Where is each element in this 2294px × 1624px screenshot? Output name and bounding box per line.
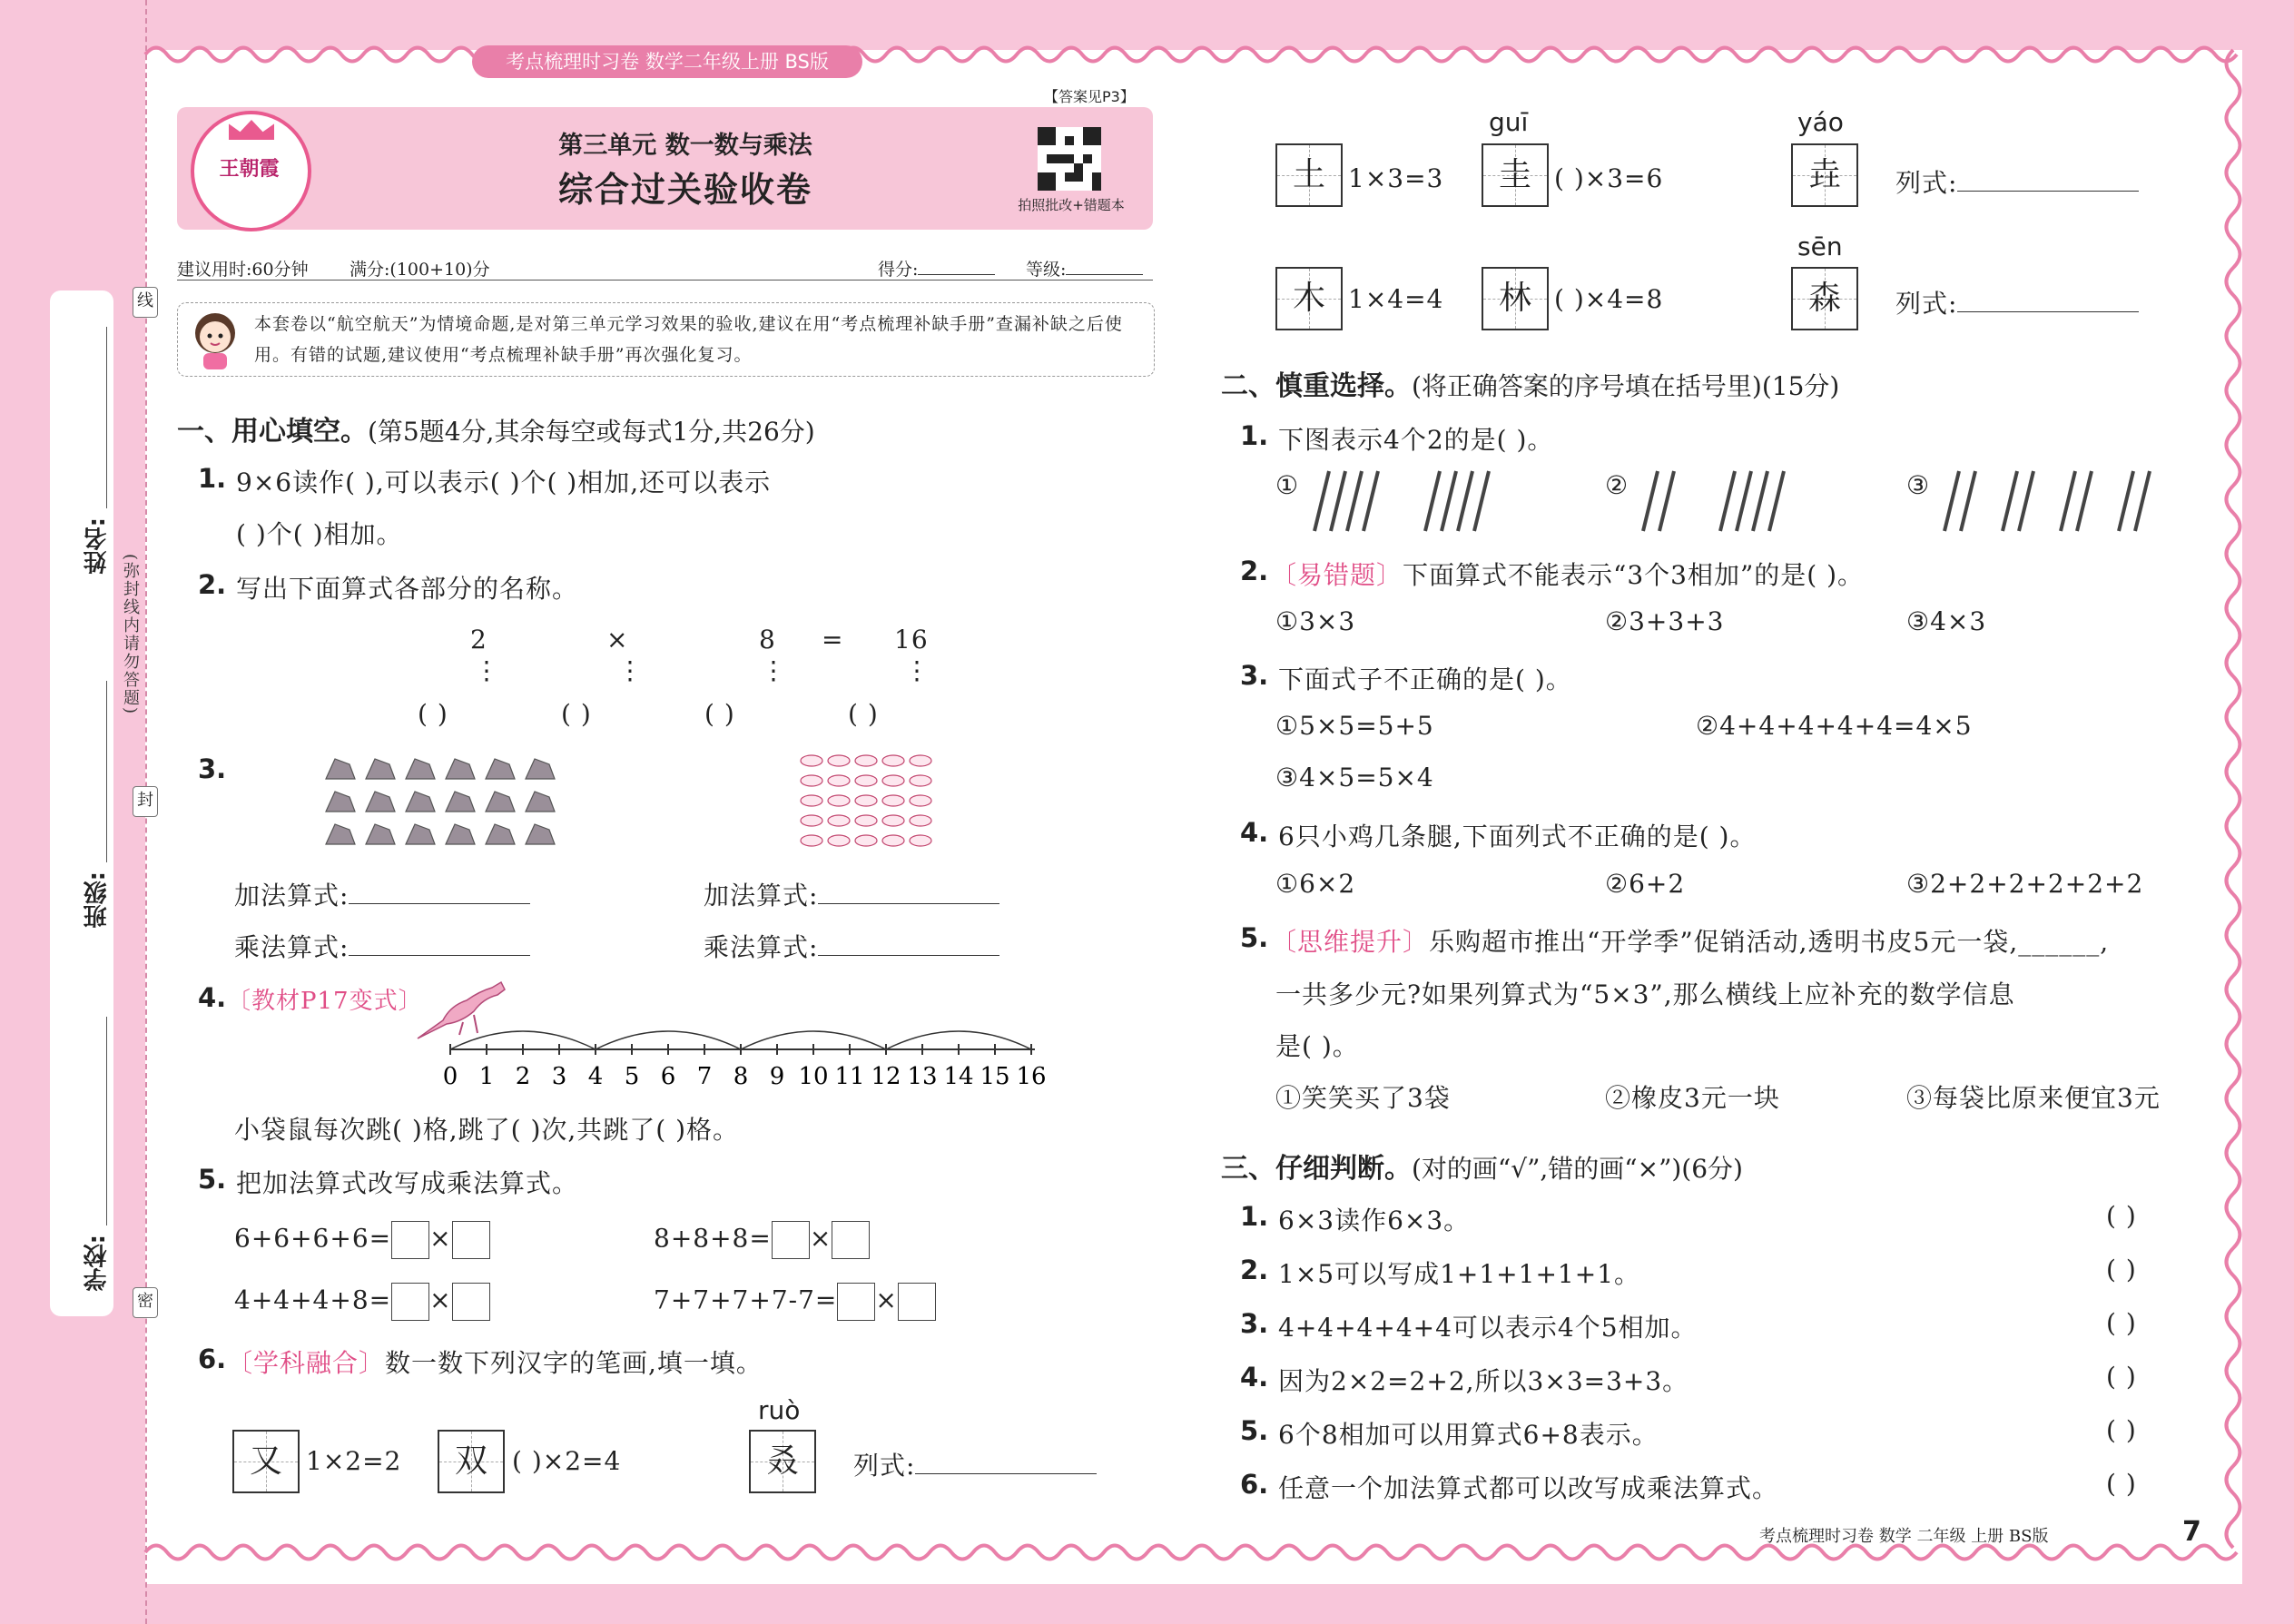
p3-item-text: 6个8相加可以用算式6+8表示。 [1278, 1420, 1659, 1450]
footer-series: 考点梳理时习卷 数学 二年级 上册 BS版 [1759, 1527, 2049, 1546]
p2-q1-number: 1. [1240, 420, 1269, 451]
p2-q5-opt3[interactable]: ③每袋比原来便宜3元 [1906, 1083, 2161, 1113]
p2-q4-opt2[interactable]: ②6+2 [1605, 869, 1686, 899]
right-wavy-border [2215, 50, 2251, 1557]
q2-dots: ⋮ [761, 655, 787, 685]
p2-q3-text[interactable]: 下面式子不正确的是( )。 [1278, 664, 1572, 694]
score-label: 得分: [878, 256, 995, 281]
q1-text-a[interactable]: 9×6读作( ),可以表示( )个( )相加,还可以表示 [236, 468, 772, 497]
p3-item-text: 1×5可以写成1+1+1+1+1。 [1278, 1259, 1641, 1289]
q3-mul-left: 乘法算式: [234, 928, 530, 964]
p2-q3-opt2[interactable]: ②4+4+4+4+4=4×5 [1696, 711, 1973, 741]
p2-q2-text[interactable]: 〔易错题〕下面算式不能表示“3个3相加”的是( )。 [1271, 560, 1865, 590]
series-pill: 考点梳理时习卷 数学二年级上册 BS版 [472, 45, 862, 78]
q2-blank-4[interactable]: ( ) [848, 699, 879, 729]
q5-expr-a: 6+6+6+6= × [234, 1221, 490, 1259]
p2-q5-blank[interactable]: ______, [2018, 927, 2110, 957]
p2-q1-text[interactable]: 下图表示4个2的是( )。 [1278, 425, 1554, 455]
p3-item-text: 任意一个加法算式都可以改写成乘法算式。 [1278, 1473, 1779, 1503]
number-line-tick-label: 7 [696, 1063, 713, 1090]
p2-q5-opt1[interactable]: ①笑笑买了3袋 [1275, 1083, 1451, 1113]
q3-add-right: 加法算式: [704, 876, 999, 912]
p3-item-number: 2. [1240, 1255, 1269, 1285]
q2-term-product: 16 [894, 625, 929, 655]
expr-tu: 1×3=3 [1348, 163, 1444, 193]
formula-yao: 列式: [1895, 163, 2139, 200]
number-line-tick-label: 13 [907, 1063, 938, 1090]
p2-q1-opt2[interactable]: ② [1605, 470, 1629, 500]
q5-expr-b: 8+8+8= × [654, 1221, 870, 1259]
q5-c-box1[interactable] [391, 1283, 429, 1321]
p3-item-number: 3. [1240, 1308, 1269, 1339]
expr-you: 1×2=2 [306, 1446, 402, 1476]
p2-q2-opt3[interactable]: ③4×3 [1906, 606, 1987, 636]
p3-item-text: 6×3读作6×3。 [1278, 1206, 1471, 1235]
q2-text: 写出下面算式各部分的名称。 [236, 574, 579, 604]
class-label: 班级: [84, 871, 111, 929]
p2-q3-opt1[interactable]: ①5×5=5+5 [1275, 711, 1434, 741]
p2-q4-opt1[interactable]: ①6×2 [1275, 869, 1356, 899]
q5-a-box1[interactable] [391, 1221, 429, 1259]
grade-label: 等级: [1026, 256, 1143, 281]
q3-rock-group-image [322, 752, 563, 851]
expr-lin[interactable]: ( )×4=8 [1554, 284, 1664, 314]
expr-mu: 1×4=4 [1348, 284, 1444, 314]
char-shuang: 双 [438, 1430, 505, 1493]
q2-term-factor1: 2 [470, 625, 487, 655]
q4-number-line [442, 1008, 1047, 1090]
number-line-tick-label: 10 [798, 1063, 829, 1090]
q5-d-box1[interactable] [837, 1283, 875, 1321]
p3-answer-paren[interactable]: ( ) [2106, 1415, 2137, 1445]
p3-answer-paren[interactable]: ( ) [2106, 1201, 2137, 1231]
part1-title: 一、用心填空。(第5题4分,其余每空或每式1分,共26分) [177, 416, 815, 448]
p2-q2-number: 2. [1240, 556, 1269, 586]
formula-ruo-field[interactable] [915, 1450, 1097, 1474]
q3-mul-right: 乘法算式: [704, 928, 999, 964]
p3-item-number: 4. [1240, 1362, 1269, 1393]
class-field[interactable] [106, 681, 107, 862]
q1-number: 1. [198, 463, 227, 494]
brand-logo [191, 111, 311, 231]
number-line-tick-label: 5 [624, 1063, 640, 1090]
pinyin-gui: guī [1489, 107, 1529, 137]
q4-tag: 〔教材P17变式〕 [227, 988, 423, 1015]
char-ruo: 叒 [749, 1430, 816, 1493]
q3-cloud-group-image [799, 752, 935, 851]
number-line-tick-label: 1 [478, 1063, 495, 1090]
binding-strip [50, 290, 113, 1316]
logo-text: 王朝霞 [219, 157, 280, 181]
p2-q4-text[interactable]: 6只小鸡几条腿,下面列式不正确的是( )。 [1278, 822, 1757, 851]
pinyin-ruo: ruò [758, 1395, 801, 1425]
q5-b-box2[interactable] [832, 1221, 870, 1259]
p2-q4-opt3[interactable]: ③2+2+2+2+2+2 [1906, 869, 2144, 899]
q1-text-b[interactable]: ( )个( )相加。 [236, 519, 403, 549]
q2-term-factor2: 8 [759, 625, 776, 655]
formula-ruo: 列式: [853, 1446, 1097, 1482]
sticks-group-icon [1416, 468, 1498, 536]
p3-answer-paren[interactable]: ( ) [2106, 1469, 2137, 1499]
expr-shuang[interactable]: ( )×2=4 [512, 1446, 622, 1476]
p3-answer-paren[interactable]: ( ) [2106, 1362, 2137, 1392]
suggested-time: 建议用时:60分钟 [177, 260, 309, 280]
p3-item-text: 因为2×2=2+2,所以3×3=3+3。 [1278, 1366, 1689, 1396]
q3-mul-left-field[interactable] [349, 931, 530, 956]
number-line-tick-label: 15 [980, 1063, 1010, 1090]
p2-q2-opt2[interactable]: ②3+3+3 [1605, 606, 1725, 636]
p3-item-text: 4+4+4+4+4可以表示4个5相加。 [1278, 1313, 1698, 1343]
sticks-pair-icon [2052, 468, 2106, 536]
p2-q3-opt3[interactable]: ③4×5=5×4 [1275, 763, 1434, 792]
number-line-tick-label: 3 [551, 1063, 567, 1090]
q2-blank-1[interactable]: ( ) [418, 699, 448, 729]
p3-answer-paren[interactable]: ( ) [2106, 1255, 2137, 1284]
expr-gui[interactable]: ( )×3=6 [1554, 163, 1664, 193]
q5-number: 5. [198, 1164, 227, 1195]
number-line-tick-label: 0 [442, 1063, 458, 1090]
q5-expr-c: 4+4+4+8= × [234, 1283, 490, 1321]
notice-text: 本套卷以“航空航天”为情境命题,是对第三单元学习效果的验收,建议在用“考点梳理补缺手册”查漏补缺之后使用。有错的试题,建议使用“考点梳理补缺手册”再次强化复习。 [254, 314, 1123, 365]
p2-q2-opt1[interactable]: ①3×3 [1275, 606, 1356, 636]
number-line-tick-label: 16 [1016, 1063, 1047, 1090]
p3-answer-paren[interactable]: ( ) [2106, 1308, 2137, 1338]
q4-number: 4. [198, 982, 227, 1013]
q5-a-box2[interactable] [452, 1221, 490, 1259]
score-field[interactable] [918, 258, 995, 275]
p3-item-number: 5. [1240, 1415, 1269, 1446]
p2-q1-opt3[interactable]: ③ [1906, 470, 1931, 500]
q2-blank-3[interactable]: ( ) [704, 699, 735, 729]
q5-text: 把加法算式改写成乘法算式。 [236, 1168, 579, 1198]
number-line-tick-label: 4 [587, 1063, 604, 1090]
p2-q1-opt1[interactable]: ① [1275, 470, 1300, 500]
number-line-tick-label: 6 [660, 1063, 676, 1090]
q3-add-left-field[interactable] [349, 880, 530, 904]
crown-icon [229, 120, 274, 140]
header-divider [177, 280, 1153, 281]
grade-field[interactable] [1066, 258, 1143, 275]
q5-expr-d: 7+7+7+7-7= × [654, 1283, 936, 1321]
school-field[interactable] [106, 1017, 107, 1225]
sticks-pair-icon [1634, 468, 1689, 536]
sticks-group-icon [1305, 468, 1387, 536]
q2-number: 2. [198, 569, 227, 600]
page-title: 综合过关验收卷 [557, 170, 812, 210]
q2-term-times: × [606, 625, 629, 655]
seal-warning: (弥封线内请勿答题) [121, 554, 140, 716]
seal-char-seal: 封 [133, 786, 158, 817]
girl-avatar-icon [187, 306, 243, 371]
p2-q5-text-b: 一共多少元?如果列算式为“5×3”,那么横线上应补充的数学信息 [1275, 979, 2015, 1009]
p2-q3-number: 3. [1240, 660, 1269, 691]
number-line-tick-label: 14 [943, 1063, 974, 1090]
q2-term-equals: = [822, 625, 844, 655]
top-wavy-border [145, 41, 2242, 68]
p2-q5-text-a: 〔思维提升〕乐购超市推出“开学季”促销活动,透明书皮5元一袋,______, [1271, 927, 2110, 957]
pinyin-sen: sēn [1797, 231, 1843, 261]
answer-reference: 【答案见P3】 [1044, 88, 1135, 105]
char-gui: 圭 [1482, 143, 1549, 207]
sticks-pair-icon [2110, 468, 2164, 536]
unit-title: 第三单元 数一数与乘法 [558, 132, 812, 160]
p3-item-number: 1. [1240, 1201, 1269, 1232]
char-mu: 木 [1275, 267, 1343, 330]
sticks-pair-icon [1994, 468, 2048, 536]
number-line-tick-label: 8 [733, 1063, 749, 1090]
formula-sen-field[interactable] [1957, 288, 2139, 312]
formula-yao-field[interactable] [1957, 167, 2139, 192]
number-line-tick-label: 2 [515, 1063, 531, 1090]
qr-code-icon[interactable] [1038, 127, 1101, 191]
q4-text[interactable]: 小袋鼠每次跳( )格,跳了( )次,共跳了( )格。 [234, 1115, 740, 1145]
q2-dots: ⋮ [617, 655, 644, 685]
name-label: 姓名: [84, 517, 111, 575]
name-field[interactable] [106, 327, 107, 508]
q3-add-left: 加法算式: [234, 876, 530, 912]
q6-text: 〔学科融合〕数一数下列汉字的笔画,填一填。 [227, 1348, 763, 1378]
char-yao: 垚 [1791, 143, 1858, 207]
formula-sen: 列式: [1895, 284, 2139, 320]
number-line-tick-label: 12 [871, 1063, 901, 1090]
number-line-tick-label: 9 [769, 1063, 785, 1090]
q5-d-box2[interactable] [898, 1283, 936, 1321]
part2-title: 二、慎重选择。(将正确答案的序号填在括号里)(15分) [1221, 370, 1840, 402]
char-tu: 土 [1275, 143, 1343, 207]
page-number: 7 [2182, 1516, 2201, 1548]
sticks-group-icon [1711, 468, 1793, 536]
school-label: 学校: [84, 1235, 111, 1292]
p2-q5-text-c[interactable]: 是( )。 [1275, 1031, 1359, 1061]
p2-q5-number: 5. [1240, 922, 1269, 953]
full-score: 满分:(100+10)分 [350, 260, 490, 280]
char-sen: 森 [1791, 267, 1858, 330]
sticks-pair-icon [1935, 468, 1990, 536]
q2-dots: ⋮ [904, 655, 930, 685]
q5-b-box1[interactable] [772, 1221, 810, 1259]
q3-number: 3. [198, 753, 227, 784]
seal-char-secret: 密 [133, 1287, 158, 1318]
p2-q4-number: 4. [1240, 817, 1269, 848]
number-line-tick-label: 11 [834, 1063, 865, 1090]
q5-c-box2[interactable] [452, 1283, 490, 1321]
char-lin: 林 [1482, 267, 1549, 330]
qr-caption: 拍照批改+错题本 [1018, 197, 1125, 213]
char-you: 又 [232, 1430, 300, 1493]
seal-char-line: 线 [133, 287, 158, 318]
p3-item-number: 6. [1240, 1469, 1269, 1500]
q3-add-right-field[interactable] [818, 880, 999, 904]
q6-number: 6. [198, 1343, 227, 1374]
q3-mul-right-field[interactable] [818, 931, 999, 956]
pinyin-yao: yáo [1797, 107, 1844, 137]
q2-dots: ⋮ [474, 655, 500, 685]
p2-q5-opt2[interactable]: ②橡皮3元一块 [1605, 1083, 1780, 1113]
q2-blank-2[interactable]: ( ) [561, 699, 592, 729]
part3-title: 三、仔细判断。(对的画“√”,错的画“×”)(6分) [1221, 1153, 1743, 1185]
